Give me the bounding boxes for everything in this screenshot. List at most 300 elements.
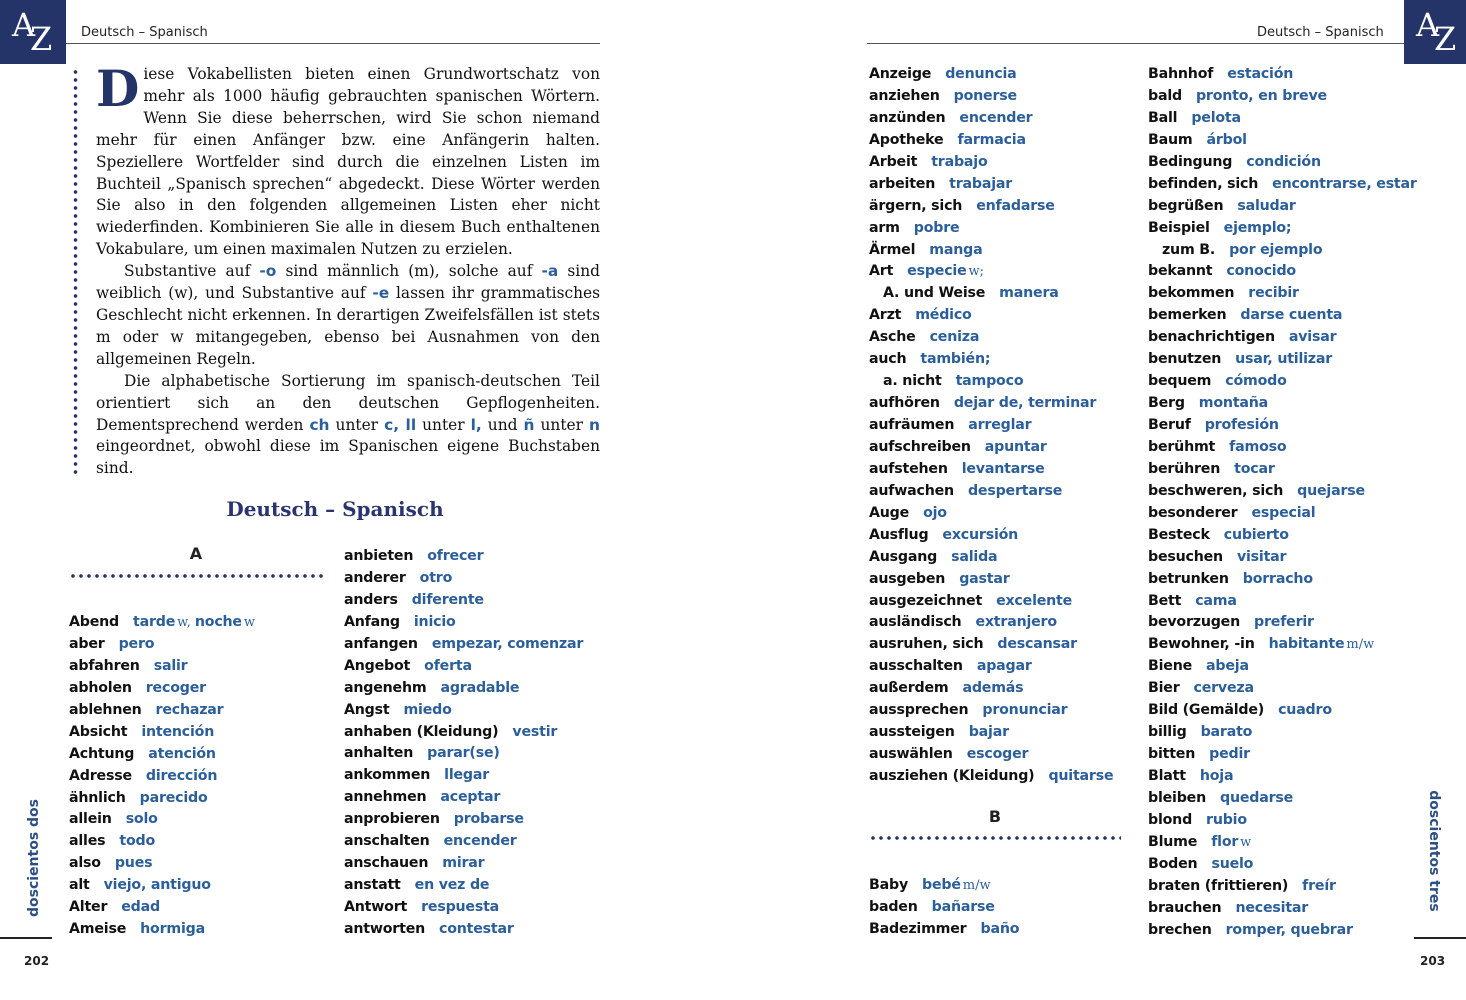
spanish-term: cama — [1195, 592, 1237, 609]
vocab-entry — [869, 744, 1113, 766]
vocab-entry — [869, 261, 1113, 283]
german-term: benutzen — [1148, 351, 1222, 368]
vocab-entry — [69, 744, 255, 766]
vocab-entry — [1148, 634, 1417, 656]
german-term: anhalten — [344, 745, 414, 762]
spanish-term: trabajar — [949, 175, 1013, 192]
intro-p1-text: iese Vokabellisten bieten einen Grundwortschatz von mehr als 1000 häufig gebrauchten spanischen Wörtern. Wenn Sie diese beherrschen, wird Sie schon niemand mehr für einen Anfänger bzw. eine Anfängerin halten. Speziellere Wortfelder sind durch die einzelnen Listen im Buchteil „Spanisch sprechen“ abgedeckt. Diese Wörter werden Sie also in den folgenden allgemeinen Listen eher nicht wiederfinden. Kombinieren Sie alle in diesem Buch enthaltenen Vokabulare, um einen maximalen Nutzen zu erzielen. — [96, 65, 600, 259]
vocab-entry — [1148, 305, 1417, 327]
spanish-term: famoso — [1229, 438, 1287, 455]
spanish-term: usar, utilizar — [1235, 351, 1333, 368]
spanish-term: todo — [119, 833, 156, 850]
letter-heading-b: B — [988, 807, 1002, 826]
german-term: bekannt — [1148, 263, 1213, 280]
spanish-term: cubierto — [1223, 526, 1289, 543]
german-term: aber — [69, 635, 105, 652]
vocab-entry — [1148, 744, 1417, 766]
vocab-entry — [1148, 261, 1417, 283]
intro-paragraph-1 — [96, 59, 600, 261]
vocab-entry — [344, 743, 583, 765]
german-term: aufwachen — [869, 482, 954, 499]
letter-ll: ll — [399, 415, 417, 434]
vocab-entry — [69, 700, 255, 722]
vocab-entry — [344, 765, 583, 787]
german-term: aufstehen — [869, 460, 948, 477]
german-term: Auge — [869, 504, 910, 521]
vocab-entry — [69, 809, 255, 831]
vocab-entry — [1148, 525, 1417, 547]
vocab-entry — [869, 415, 1113, 437]
spanish-term: extranjero — [975, 614, 1057, 631]
spanish-term: quejarse — [1297, 482, 1365, 499]
vocab-entry — [1148, 349, 1417, 371]
vocab-entry — [69, 612, 255, 634]
vocab-entry — [344, 656, 583, 678]
vocab-entry — [869, 722, 1113, 744]
drop-cap: D — [96, 59, 140, 118]
vocab-entry — [1148, 920, 1417, 942]
vocab-entry — [1148, 459, 1417, 481]
spanish-term: noche — [194, 614, 242, 630]
german-term: ausländisch — [869, 614, 962, 631]
german-term: angenehm — [344, 679, 427, 696]
german-term: Badezimmer — [869, 920, 967, 937]
spanish-term: baño — [980, 920, 1020, 937]
german-term: Adresse — [69, 767, 132, 784]
vocab-entry — [869, 349, 1113, 371]
spanish-term: ceniza — [929, 329, 980, 346]
text: Die alphabetische Sortierung im spanisch-deutschen Teil orientiert sich an den deutschen Gepflogenheiten. Dementsprechend werden — [96, 371, 600, 434]
logo-letter-z: Z — [1434, 20, 1457, 58]
vocab-entry — [69, 766, 255, 788]
spanish-term: gastar — [959, 570, 1010, 587]
gender-marker: w, — [177, 615, 191, 630]
german-term: anhaben (Kleidung) — [344, 723, 499, 740]
spanish-term: farmacia — [957, 131, 1026, 148]
spanish-term: bebé — [922, 877, 961, 893]
vocab-entry — [1148, 503, 1417, 525]
vocab-entry — [1148, 415, 1417, 437]
gender-marker: m/w — [1346, 637, 1375, 653]
running-head-right: Deutsch – Spanisch — [1257, 25, 1384, 40]
spanish-term: dirección — [145, 767, 218, 784]
vocab-entry — [869, 327, 1113, 349]
german-term: Baby — [869, 877, 908, 893]
vocab-entry — [1148, 854, 1417, 876]
german-term: auswählen — [869, 746, 953, 763]
vocab-entry — [1148, 393, 1417, 415]
spanish-term: atención — [148, 745, 216, 762]
vocab-entry — [1148, 832, 1417, 854]
suffix-o: -o — [259, 262, 277, 281]
spanish-term: suelo — [1211, 855, 1254, 872]
vocab-entry — [869, 656, 1113, 678]
spanish-term: edad — [121, 899, 160, 916]
vocab-entry — [69, 634, 255, 656]
vocab-entry — [869, 678, 1113, 700]
german-term: aussprechen — [869, 702, 969, 719]
vocab-entry — [344, 853, 583, 875]
spanish-term: apagar — [976, 658, 1032, 675]
spanish-term: romper, quebrar — [1225, 921, 1353, 938]
german-term: anschalten — [344, 833, 430, 850]
vocab-entry — [344, 722, 583, 744]
spanish-term: avisar — [1288, 329, 1337, 346]
spanish-term: encontrarse, estar — [1272, 175, 1417, 192]
vocab-entry — [1148, 174, 1417, 196]
running-head-left: Deutsch – Spanisch — [81, 25, 208, 40]
german-term: betrunken — [1148, 570, 1229, 587]
spanish-term: cómodo — [1225, 373, 1287, 390]
vocab-entry — [69, 788, 255, 810]
spanish-term: apuntar — [984, 438, 1047, 455]
vocab-entry — [69, 678, 255, 700]
vocab-entry — [869, 196, 1113, 218]
spanish-term: pronunciar — [982, 702, 1068, 719]
vocab-entry — [69, 722, 255, 744]
letter-heading-a: A — [189, 544, 203, 563]
spanish-term: salida — [951, 548, 998, 565]
german-term: ähnlich — [69, 789, 126, 806]
german-term: anbieten — [344, 548, 414, 564]
spanish-term: quedarse — [1219, 789, 1294, 806]
vocab-entry — [869, 591, 1113, 613]
spanish-term: excursión — [942, 526, 1019, 543]
spanish-term: bajar — [968, 724, 1009, 741]
spanish-term: pobre — [913, 219, 960, 236]
spanish-term: inicio — [413, 613, 456, 630]
az-logo-left — [0, 0, 66, 64]
text: unter — [534, 415, 590, 434]
vocab-entry — [1148, 898, 1417, 920]
footer-rule-left — [0, 937, 52, 939]
letter-c: c, — [384, 415, 400, 434]
text: Substantive auf — [124, 262, 260, 281]
german-term: befinden, sich — [1148, 175, 1259, 192]
spanish-term: ojo — [923, 504, 947, 521]
section-title: Deutsch – Spanisch — [226, 497, 444, 521]
side-page-word-left: doscientos dos — [26, 798, 42, 918]
german-term: Baum — [1148, 131, 1193, 148]
german-term: Besteck — [1148, 526, 1210, 543]
vocab-entry — [869, 481, 1113, 503]
spanish-term: ofrecer — [427, 548, 484, 564]
spanish-term: trabajo — [931, 153, 988, 170]
vocab-entry — [869, 371, 1113, 393]
logo-letter-z: Z — [30, 20, 53, 58]
spanish-term: cuadro — [1278, 702, 1332, 719]
german-term: besuchen — [1148, 548, 1223, 565]
spanish-term: flor — [1211, 833, 1239, 850]
vocab-entry — [344, 787, 583, 809]
vocab-entry — [869, 305, 1113, 327]
az-logo-right — [1404, 0, 1466, 64]
spanish-term: encender — [959, 109, 1033, 126]
german-term: zum B. — [1162, 241, 1216, 258]
vocab-entry — [1148, 612, 1417, 634]
vocab-entry — [69, 919, 255, 941]
spanish-term: árbol — [1206, 131, 1247, 148]
vocab-entry — [344, 809, 583, 831]
text: sind männlich (m), solche auf — [276, 262, 542, 281]
german-term: a. nicht — [883, 373, 942, 390]
german-term: aufräumen — [869, 417, 955, 433]
dotted-rule-a — [69, 573, 325, 579]
vocab-entry — [1148, 152, 1417, 174]
vocab-entry — [69, 875, 255, 897]
german-term: bleiben — [1148, 789, 1206, 806]
logo-letter-a: A — [1416, 6, 1440, 44]
german-term: Beispiel — [1148, 219, 1210, 236]
letter-n: n — [589, 415, 600, 434]
spanish-term: respuesta — [421, 899, 500, 915]
text: unter — [416, 415, 471, 434]
spanish-term: parar(se) — [427, 745, 500, 762]
german-term: Biene — [1148, 658, 1193, 675]
suffix-a: -a — [541, 262, 559, 281]
spanish-term: visitar — [1236, 548, 1287, 565]
spanish-term: además — [962, 680, 1024, 697]
german-term: Boden — [1148, 855, 1198, 872]
german-term: baden — [869, 898, 918, 915]
german-term: Absicht — [69, 723, 128, 740]
german-term: anprobieren — [344, 811, 440, 828]
german-term: Alter — [69, 899, 108, 916]
spanish-term: aceptar — [440, 789, 501, 806]
vocab-entry — [869, 393, 1113, 415]
vocab-entry — [869, 503, 1113, 525]
german-term: beschweren, sich — [1148, 482, 1284, 499]
german-term: anders — [344, 591, 398, 608]
spanish-term: especie — [907, 263, 967, 280]
spanish-term: enfadarse — [976, 197, 1055, 214]
spanish-term: conocido — [1226, 263, 1296, 280]
spanish-term: quitarse — [1048, 768, 1114, 784]
german-term: Apotheke — [869, 131, 944, 148]
vocab-entry — [1148, 569, 1417, 591]
vocab-entry — [869, 634, 1113, 656]
german-term: brechen — [1148, 921, 1212, 938]
german-term: billig — [1148, 724, 1187, 741]
spanish-term: darse cuenta — [1240, 307, 1343, 324]
german-term: außerdem — [869, 680, 949, 697]
spanish-term: tocar — [1234, 460, 1275, 477]
german-term: bitten — [1148, 746, 1196, 763]
german-term: Antwort — [344, 899, 408, 915]
gender-marker: w — [1240, 834, 1252, 850]
german-term: Bedingung — [1148, 153, 1233, 170]
vocab-entry — [869, 700, 1113, 722]
vocab-entry — [1148, 656, 1417, 678]
vocab-entry — [344, 897, 583, 919]
vocab-entry — [344, 919, 583, 941]
footer-rule-right — [1414, 937, 1466, 939]
german-term: Bewohner, -in — [1148, 636, 1255, 653]
header-rule-right — [867, 43, 1404, 44]
text: und — [481, 415, 524, 434]
german-term: anzünden — [869, 109, 946, 126]
spanish-term: salir — [153, 657, 188, 674]
vocab-entry — [869, 897, 1019, 919]
spanish-term: necesitar — [1235, 899, 1309, 916]
spanish-term: tarde — [133, 614, 176, 630]
spanish-term: profesión — [1204, 417, 1279, 433]
spanish-term: denuncia — [945, 66, 1017, 82]
german-term: anderer — [344, 569, 406, 586]
spanish-term: recibir — [1248, 285, 1299, 302]
vocab-entry — [869, 218, 1113, 240]
spanish-term: especial — [1251, 504, 1316, 521]
german-term: Arbeit — [869, 153, 918, 170]
spanish-term: excelente — [996, 592, 1073, 609]
vocab-entry — [869, 437, 1113, 459]
german-term: Abend — [69, 614, 120, 630]
german-term: arm — [869, 219, 900, 236]
spanish-term: diferente — [411, 591, 484, 608]
german-term: Art — [869, 263, 894, 280]
german-term: Beruf — [1148, 417, 1191, 433]
spanish-term: borracho — [1242, 570, 1313, 587]
vocab-entry — [869, 612, 1113, 634]
vocab-entry — [1148, 218, 1417, 240]
vocab-entry — [1148, 591, 1417, 613]
spanish-term: pero — [118, 635, 155, 652]
vocab-entry — [869, 875, 1019, 897]
german-term: Bier — [1148, 680, 1180, 697]
vocab-entry — [344, 568, 583, 590]
german-term: ausgeben — [869, 570, 946, 587]
vocab-entry — [869, 459, 1113, 481]
german-term: bequem — [1148, 373, 1212, 390]
spanish-term: arreglar — [968, 417, 1032, 433]
german-term: brauchen — [1148, 899, 1222, 916]
vocab-entry — [869, 525, 1113, 547]
vocab-entry — [344, 831, 583, 853]
german-term: Berg — [1148, 395, 1185, 412]
vocab-column-3-b — [869, 875, 1019, 941]
german-term: bekommen — [1148, 285, 1235, 302]
vocab-entry — [1148, 371, 1417, 393]
spanish-term: por ejemplo — [1229, 241, 1323, 258]
vocab-entry — [1148, 283, 1417, 305]
spanish-term: escoger — [966, 746, 1029, 763]
german-term: ankommen — [344, 767, 431, 784]
spanish-term: empezar, comenzar — [431, 635, 584, 652]
german-term: Blume — [1148, 833, 1198, 850]
vocab-entry — [344, 546, 583, 568]
vocab-entry — [1148, 240, 1417, 262]
text: eingeordnet, obwohl diese im Spanischen eigene Buchstaben sind. — [96, 437, 600, 478]
vocab-entry — [869, 130, 1113, 152]
gender-marker: w — [243, 615, 255, 630]
spanish-term: levantarse — [961, 460, 1045, 477]
german-term: aufhören — [869, 395, 940, 412]
spanish-term: pues — [114, 855, 153, 872]
german-term: Angebot — [344, 657, 411, 674]
vocab-entry — [1148, 86, 1417, 108]
intro-paragraph-3 — [96, 371, 600, 481]
german-term: auch — [869, 351, 907, 368]
spanish-term: oferta — [424, 657, 472, 674]
vocab-column-4 — [1148, 64, 1417, 942]
vocab-entry — [869, 86, 1113, 108]
spanish-term: abeja — [1206, 658, 1249, 675]
german-term: Achtung — [69, 745, 135, 762]
spanish-term: cerveza — [1193, 680, 1254, 697]
german-term: anschauen — [344, 855, 429, 872]
spanish-term: mirar — [442, 855, 485, 872]
spanish-term: miedo — [403, 701, 452, 718]
spanish-term: recoger — [145, 679, 206, 696]
vocab-entry — [869, 766, 1113, 788]
spanish-term: parecido — [139, 789, 208, 806]
german-term: anziehen — [869, 87, 940, 104]
gender-marker: m/w — [962, 878, 991, 893]
spanish-term: freír — [1302, 877, 1336, 894]
spanish-term: barato — [1200, 724, 1253, 741]
dotted-rule-b — [869, 835, 1121, 841]
intro-text — [96, 59, 601, 480]
spanish-term: manera — [999, 285, 1059, 302]
logo-letter-a: A — [12, 6, 36, 44]
suffix-e: -e — [372, 284, 390, 303]
spanish-term: vestir — [512, 723, 558, 740]
vocab-entry — [69, 656, 255, 678]
vocab-entry — [344, 678, 583, 700]
german-term: ärgern, sich — [869, 197, 963, 214]
german-term: ausziehen (Kleidung) — [869, 768, 1035, 784]
spanish-term: preferir — [1254, 614, 1314, 631]
spanish-term: pronto, en breve — [1195, 87, 1327, 104]
vocab-entry — [1148, 876, 1417, 898]
vocab-entry — [1148, 810, 1417, 832]
german-term: berühmt — [1148, 438, 1216, 455]
vocab-entry — [869, 64, 1113, 86]
german-term: Bild (Gemälde) — [1148, 702, 1265, 719]
letter-ch: ch — [309, 415, 330, 434]
text: sind weiblich (w), und Substantive auf — [96, 262, 600, 303]
vocab-entry — [1148, 788, 1417, 810]
german-term: Ausgang — [869, 548, 938, 565]
spanish-term: manga — [929, 241, 983, 258]
vocab-column-1 — [69, 612, 255, 941]
german-term: ausruhen, sich — [869, 636, 984, 653]
vocab-entry — [869, 152, 1113, 174]
german-term: Blatt — [1148, 768, 1186, 784]
german-term: Bahnhof — [1148, 66, 1214, 82]
text: lassen ihr grammatisches Geschlecht nicht erkennen. In derartigen Zweifelsfällen ist stets m oder w mitangegeben, ebenso bei Ausnahmen von den allgemeinen Regeln. — [96, 284, 601, 368]
german-term: alles — [69, 833, 106, 850]
german-term: ablehnen — [69, 701, 142, 718]
spanish-term: probarse — [453, 811, 524, 828]
german-term: Ärmel — [869, 241, 916, 258]
vocab-entry — [344, 612, 583, 634]
german-term: aussteigen — [869, 724, 955, 741]
german-term: Anzeige — [869, 66, 932, 82]
spanish-term: habitante — [1268, 636, 1345, 653]
german-term: bald — [1148, 87, 1182, 104]
german-term: abholen — [69, 679, 132, 696]
german-term: Anfang — [344, 613, 400, 630]
german-term: bemerken — [1148, 307, 1227, 324]
spanish-term: despertarse — [967, 482, 1063, 499]
spanish-term: montaña — [1198, 395, 1269, 412]
spanish-term: también; — [920, 351, 991, 368]
german-term: Asche — [869, 329, 916, 346]
spanish-term: encender — [443, 833, 517, 850]
vocab-entry — [1148, 130, 1417, 152]
german-term: allein — [69, 811, 112, 828]
